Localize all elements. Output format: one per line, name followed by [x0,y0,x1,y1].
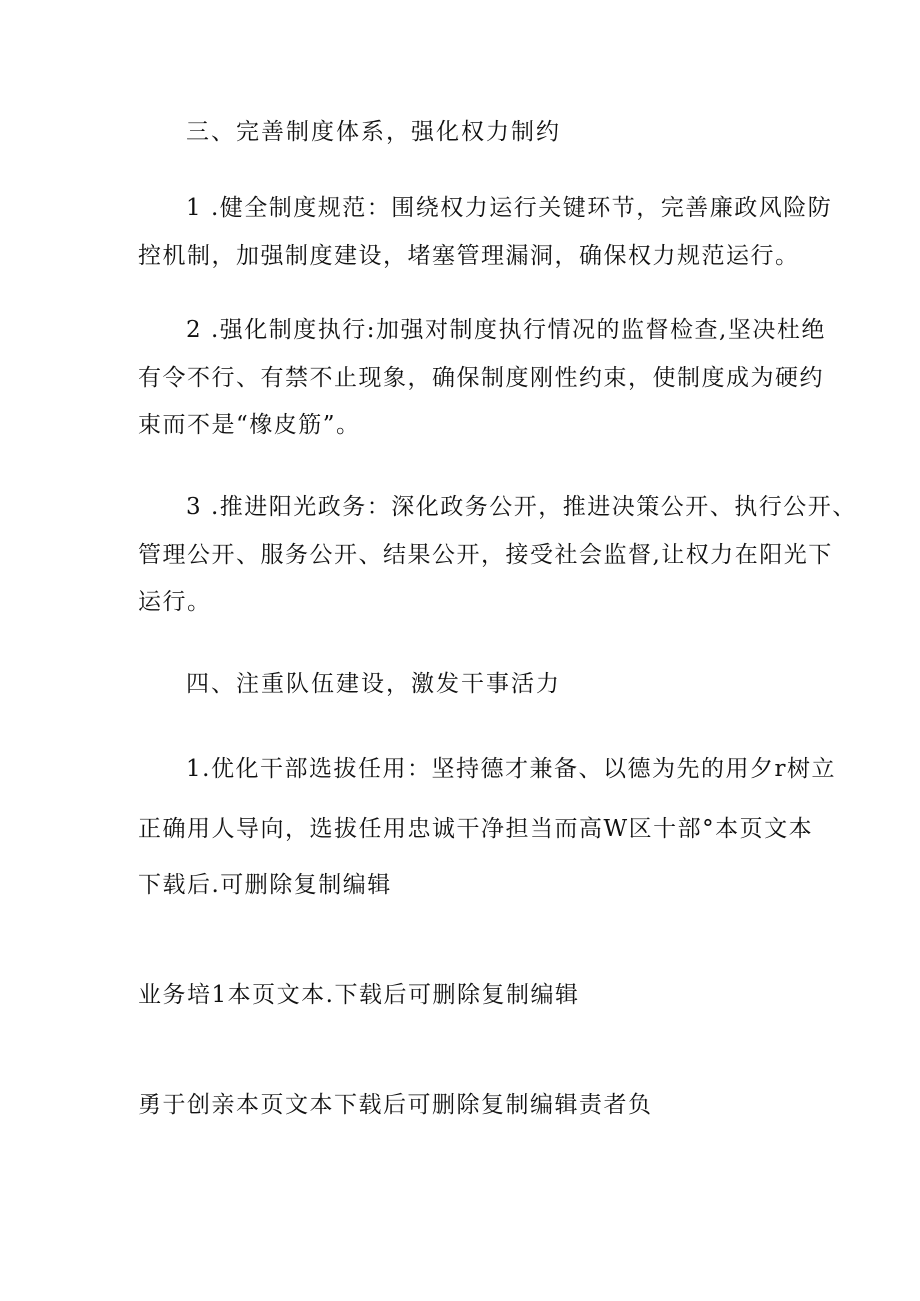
section-4-item-1-line-2: 正确用人导向，选拔任用忠诚干净担当而高W区十部°本页文本 [138,816,814,842]
section-4-heading: 四、注重队伍建设，激发干事活力 [186,671,561,697]
text-fragment-1: 业务培1本页文本.下载后可删除复制编辑 [138,982,580,1008]
section-3-heading: 三、完善制度体系，强化权力制约 [186,119,561,145]
section-3-item-1-line-2: 控机制，加强制度建设，堵塞管理漏洞，确保权力规范运行。 [138,243,800,269]
section-3-item-3-line-1: 3 .推进阳光政务：深化政务公开，推进决策公开、执行公开、 [186,494,857,520]
section-4-item-1-line-1: 1.优化干部选拔任用：坚持德才兼备、以德为先的用夕r树立 [186,756,836,782]
section-3-item-2-line-1: 2 .强化制度执行:加强对制度执行情况的监督检查,坚决杜绝 [186,317,826,343]
section-3-item-2-line-2: 有令不行、有禁不止现象，确保制度刚性约束，使制度成为硬约 [138,365,824,391]
section-3-item-1-line-1: 1 .健全制度规范：围绕权力运行关键环节，完善廉政风险防 [186,195,833,221]
text-fragment-2: 勇于创亲本页文本下载后可删除复制编辑责者负 [138,1092,653,1118]
section-4-item-1-line-3: 下载后.可删除复制编辑 [138,872,392,898]
section-3-item-2-line-3: 束而不是“橡皮筋”。 [138,412,361,438]
section-3-item-3-line-2: 管理公开、服务公开、结果公开，接受社会监督,让权力在阳光下 [138,542,833,568]
section-3-item-3-line-3: 运行。 [138,589,212,615]
